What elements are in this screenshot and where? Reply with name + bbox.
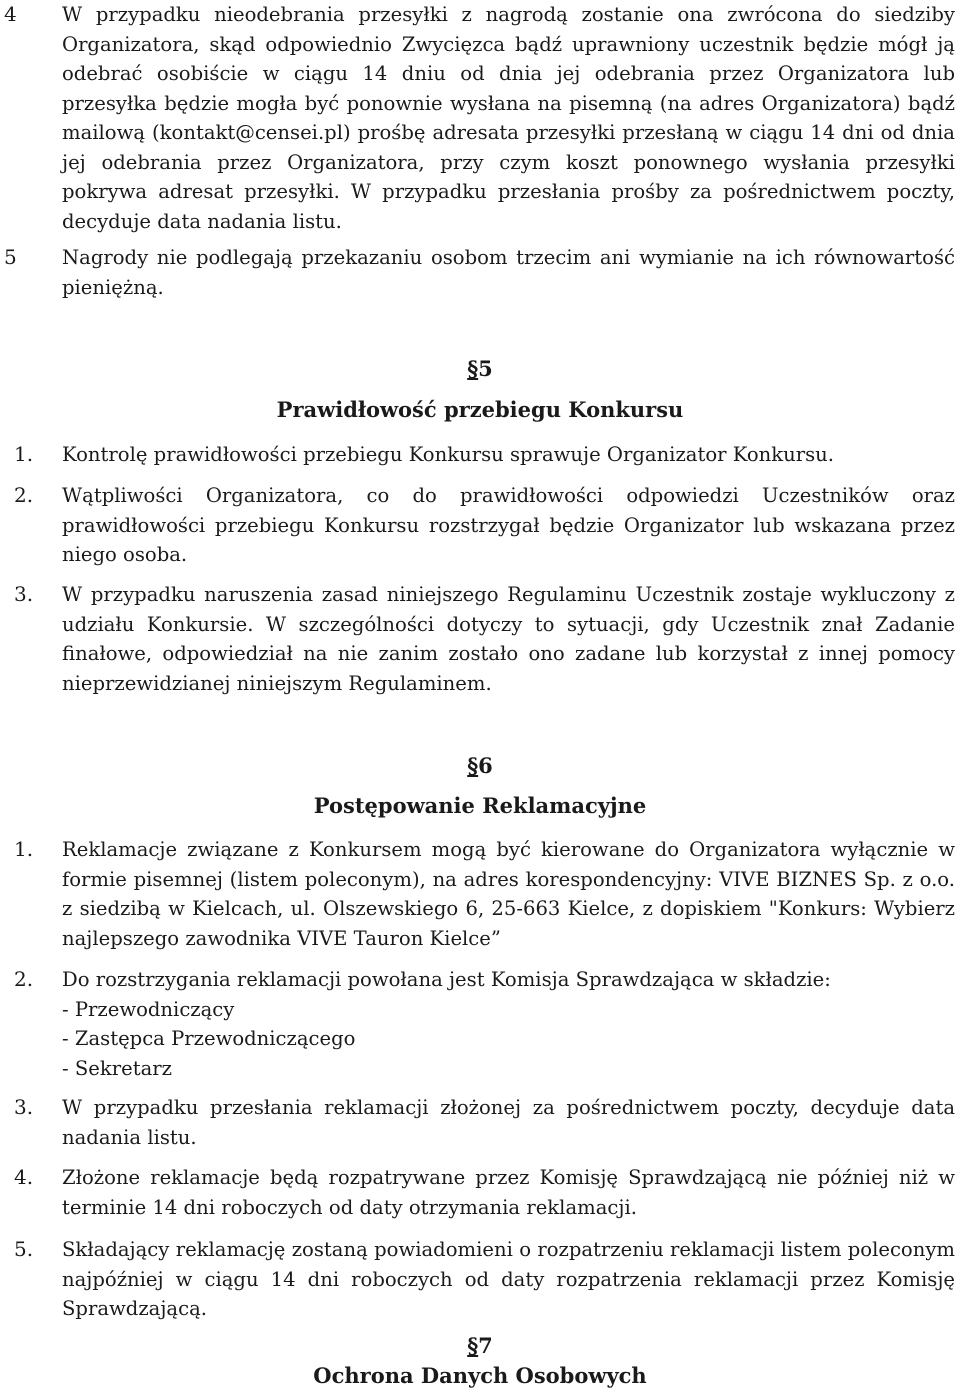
item-number: 5	[4, 245, 17, 269]
item-text: W przypadku naruszenia zasad niniejszego Regulaminu Uczestnik zostaje wykluczony z udziału Konkursie. W szczególności dotyczy to sytuacji, gdy Uczestnik znał Zadanie finałowe, odpowiedział na nie zanim zostało ono zadane lub korzystał z innej pomocy nieprzewidzianej niniejszym Regulaminem.	[62, 583, 955, 695]
item-text: W przypadku nieodebrania przesyłki z nagrodą zostanie ona zwrócona do siedziby Organizatora, skąd odpowiednio Zwycięzca bądź uprawniony uczestnik będzie mógł ją odebrać osobiście w ciągu 14 dniu od dnia jej odebrania przez Organizatora lub przesyłka będzie mogła być ponownie wysłana na pisemną (na adres Organizatora) bądź mailową (kontakt@censei.pl) prośbę adresata przesyłki przesłaną w ciągu 14 dni od dnia jej odebrania przez Organizatora, przy czym koszt ponownego wysłania przesyłki pokrywa adresat przesyłki. W przypadku przesłania prośby za pośrednictwem poczty, decyduje data nadania listu.	[62, 3, 955, 233]
item-number: 1.	[14, 837, 34, 861]
item-text: Wątpliwości Organizatora, co do prawidłowości odpowiedzi Uczestników oraz prawidłowości przebiegu Konkursu rozstrzygał będzie Organizator lub wskazana przez niego osoba.	[62, 484, 955, 566]
section-sign: §	[467, 356, 479, 381]
item-text: Nagrody nie podlegają przekazaniu osobom trzecim ani wymianie na ich równowartość pieniężną.	[62, 246, 955, 299]
section-6-title: Postępowanie Reklamacyjne	[313, 793, 647, 818]
item-text: Złożone reklamacje będą rozpatrywane przez Komisję Sprawdzającą nie później niż w terminie 14 dni roboczych od daty otrzymania reklamacji.	[62, 1166, 955, 1219]
item-number: 2.	[14, 967, 34, 991]
section-7-symbol: §7	[467, 1333, 493, 1358]
section-sign: §	[467, 753, 479, 778]
item-number: 5.	[14, 1237, 34, 1261]
item-text: Do rozstrzygania reklamacji powołana jest Komisja Sprawdzająca w składzie: - Przewodniczący - Zastępca Przewodniczącego - Sekretarz	[62, 968, 831, 1080]
item-number: 3.	[14, 582, 34, 606]
section-5-symbol: §5	[467, 356, 493, 381]
item-number: 4	[4, 2, 17, 26]
item-number: 2.	[14, 483, 34, 507]
item-text: Reklamacje związane z Konkursem mogą być kierowane do Organizatora wyłącznie w formie pisemnej (listem poleconym), na adres korespondencyjny: VIVE BIZNES Sp. z o.o. z siedzibą w Kielcach, ul. Olszewskiego 6, 25-663 Kielce, z dopiskiem "Konkurs: Wybierz najlepszego zawodnika VIVE Tauron Kielce”	[62, 838, 955, 950]
item-text: Składający reklamację zostaną powiadomieni o rozpatrzeniu reklamacji listem poleconym najpóźniej w ciągu 14 dni roboczych od daty rozpatrzenia reklamacji przez Komisję Sprawdzającą.	[62, 1238, 955, 1320]
item-number: 4.	[14, 1165, 34, 1189]
item-text: Kontrolę prawidłowości przebiegu Konkursu sprawuje Organizator Konkursu.	[62, 443, 835, 466]
section-sign: §	[467, 1333, 479, 1358]
item-text: W przypadku przesłania reklamacji złożonej za pośrednictwem poczty, decyduje data nadania listu.	[62, 1096, 955, 1149]
section-5-title: Prawidłowość przebiegu Konkursu	[276, 397, 684, 422]
item-number: 3.	[14, 1095, 34, 1119]
section-6-symbol: §6	[467, 753, 493, 778]
item-number: 1.	[14, 442, 34, 466]
section-7-title: Ochrona Danych Osobowych	[313, 1363, 647, 1388]
